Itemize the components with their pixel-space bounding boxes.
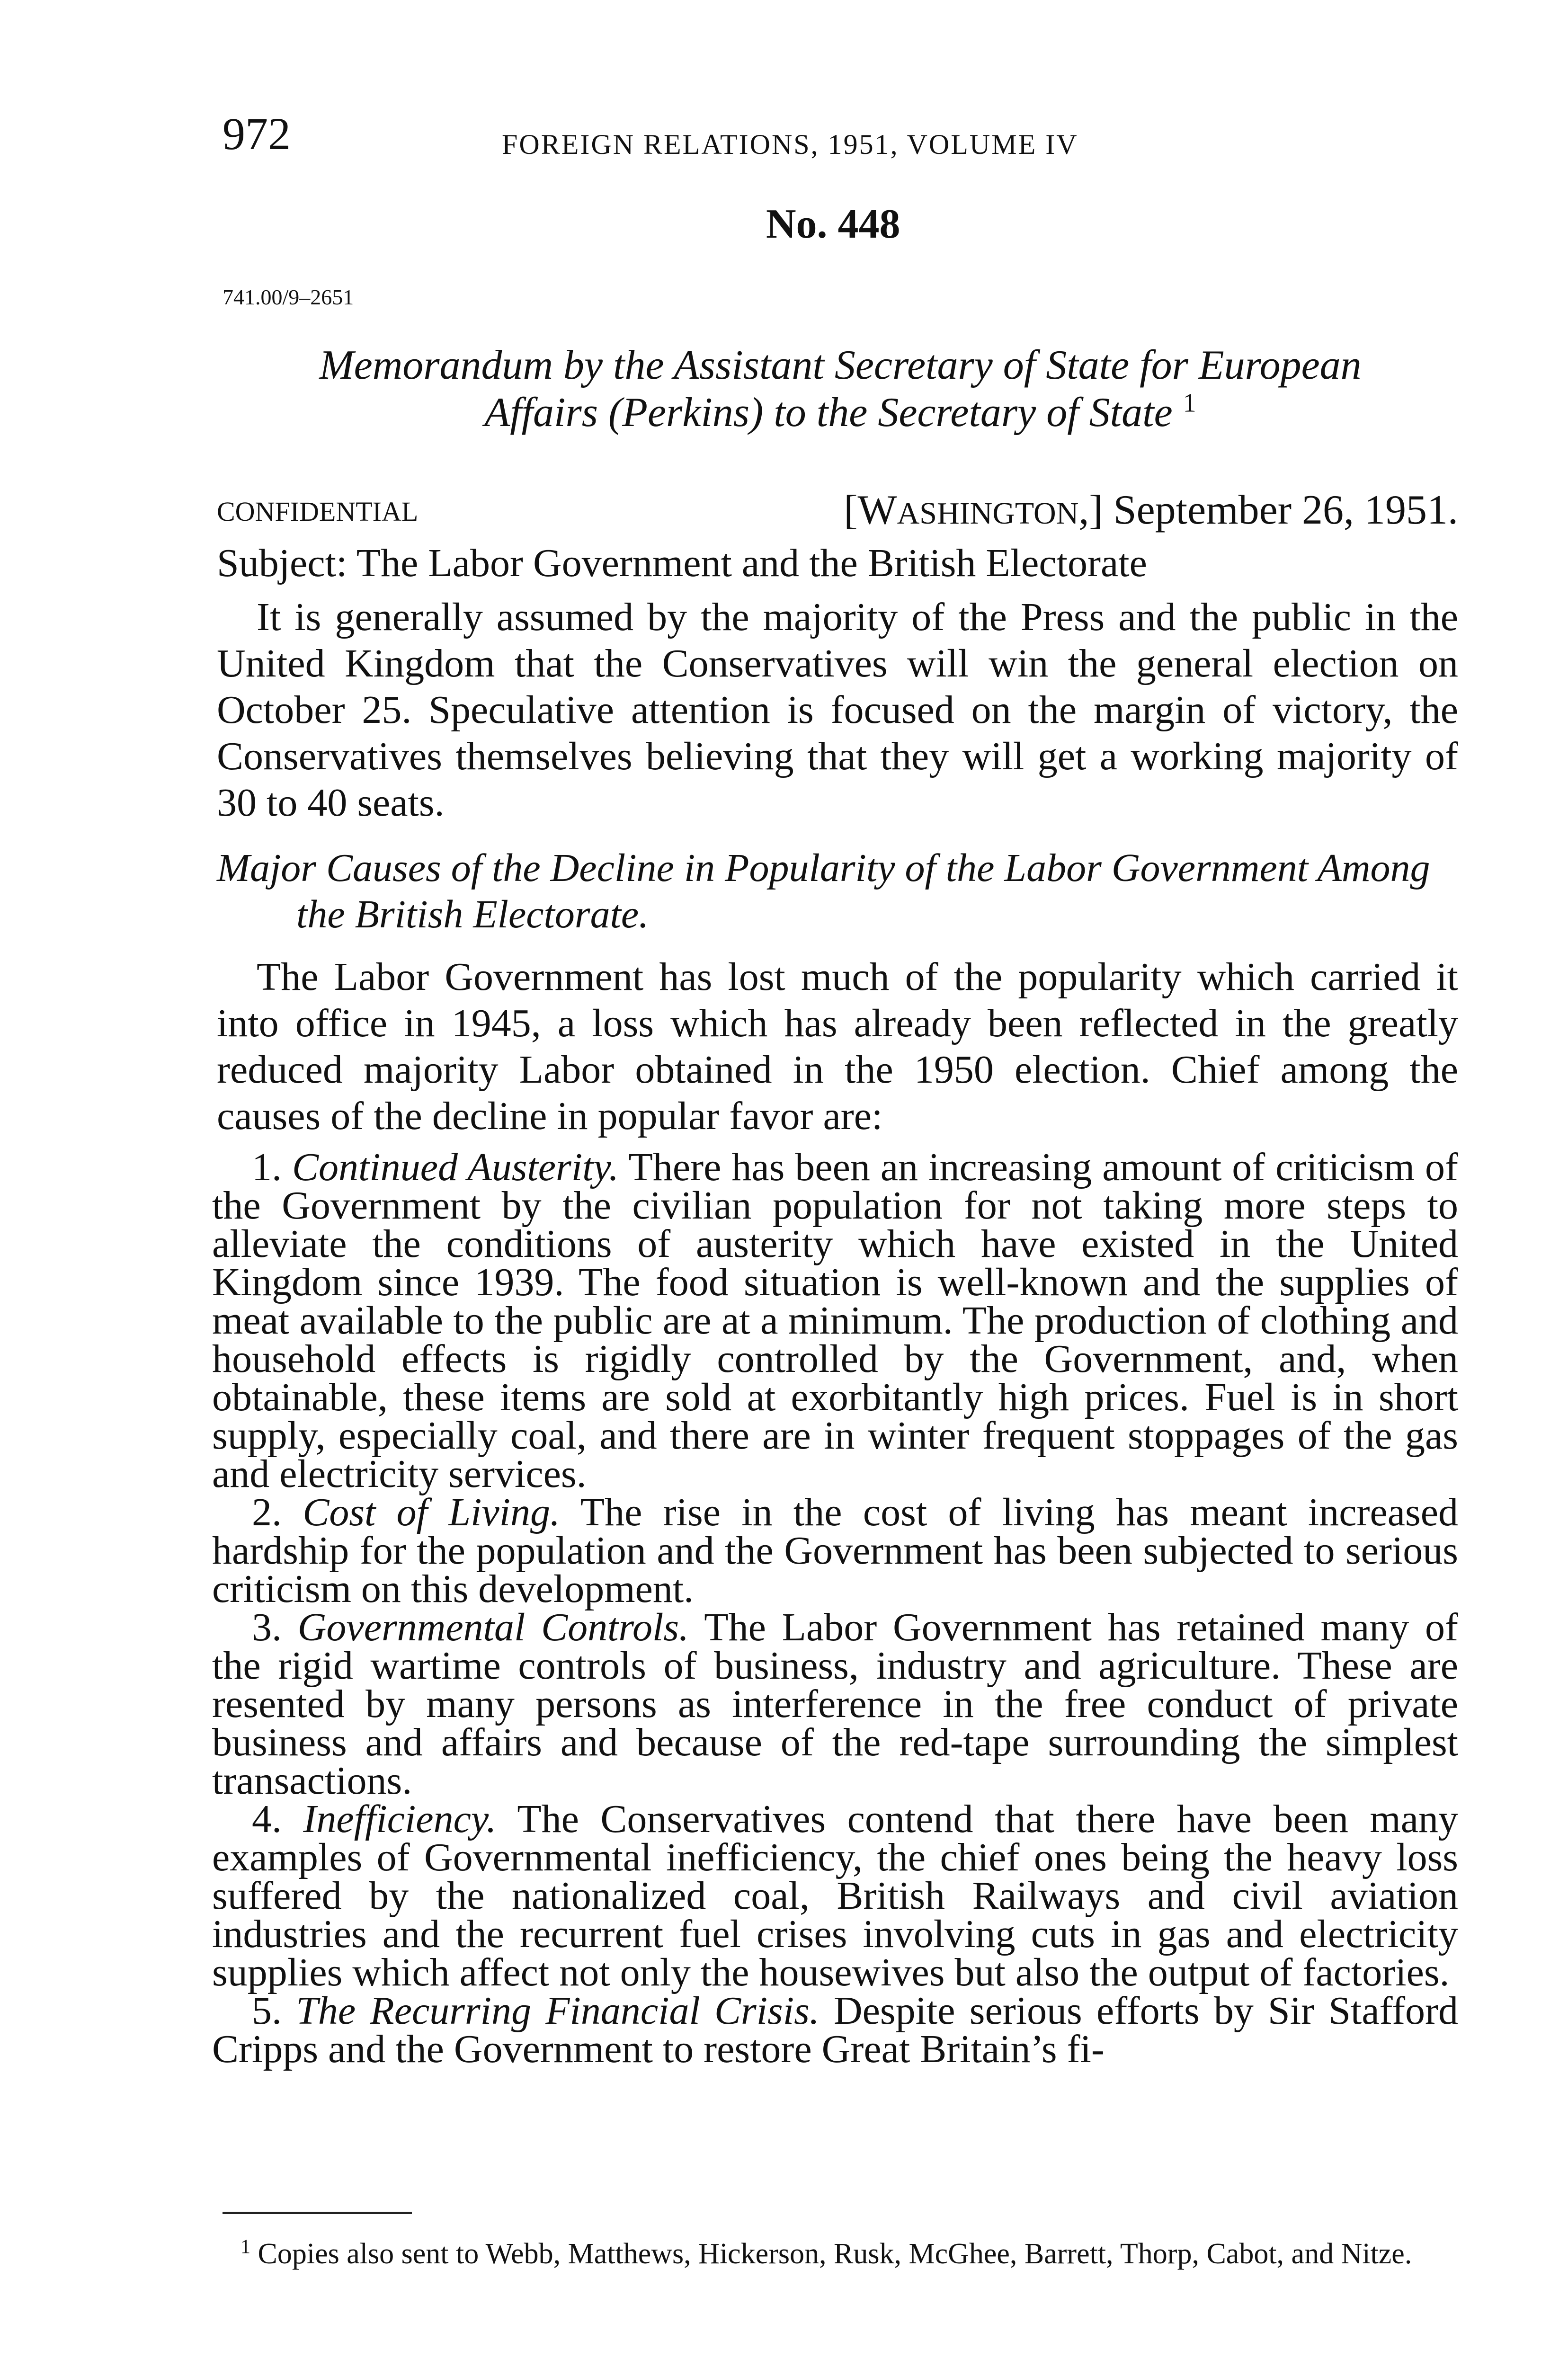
item-text: Despite serious efforts by Sir Stafford Cripps and the Government to restore Great Britain’s fi- xyxy=(212,1989,1459,2071)
item-title: Continued Austerity. xyxy=(292,1145,619,1189)
paragraph-causes: The Labor Government has lost much of the popularity which carried it into office in 1945, a loss which has already been reflected in the greatly reduced majority Labor obtained in the 1950 election. Chief among the causes of the decline in popular favor are: xyxy=(217,955,1458,1138)
memo-title-line1: Memorandum by the Assistant Secretary of State for European xyxy=(319,342,1362,388)
document-number: No. 448 xyxy=(766,201,900,247)
item-number: 1. xyxy=(252,1145,282,1189)
footnote xyxy=(212,2234,1458,2273)
footnote-mark: 1 xyxy=(241,2236,250,2258)
footnote-text: Copies also sent to Webb, Matthews, Hickerson, Rusk, McGhee, Barrett, Thorp, Cabot, and Nitze. xyxy=(258,2238,1412,2270)
item-text: The Labor Government has retained many of the rigid wartime controls of business, industry and agriculture. These are resented by many persons as interference in the free conduct of private business and affairs and because of the red-tape surrounding the simplest transactions. xyxy=(212,1605,1458,1803)
list-item xyxy=(212,1605,1458,1803)
memo-title xyxy=(223,342,1458,436)
page-number: 972 xyxy=(223,108,291,159)
item-number: 4. xyxy=(252,1797,282,1841)
file-reference: 741.00/9–2651 xyxy=(223,285,354,309)
title-footnote-ref: 1 xyxy=(1183,388,1196,418)
dateline-open: [W xyxy=(844,487,897,533)
dateline-place: ASHINGTON xyxy=(897,496,1079,531)
paragraph-intro: It is generally assumed by the majority of the Press and the public in the United Kingdom that the Conservatives will win the general election on October 25. Speculative attention is focused on the margin of victory, the Conservatives themselves believing that they will get a working majority of 30 to 40 seats. xyxy=(217,595,1458,825)
item-number: 3. xyxy=(252,1605,282,1649)
footnote-divider xyxy=(223,2212,412,2214)
section-heading: Major Causes of the Decline in Popularity of the Labor Government Among the British Electorate. xyxy=(217,846,1430,936)
item-title: Governmental Controls. xyxy=(297,1605,689,1649)
dateline-date: ,] September 26, 1951. xyxy=(1078,487,1458,533)
item-text: The Conservatives contend that there have been many examples of Governmental inefficiency, the chief ones being the heavy loss suffered by the nationalized coal, British Railways and civil aviation industries and the recurrent fuel crises involving cuts in gas and electricity supplies which affect not only the housewives but also the output of factories. xyxy=(212,1797,1459,1994)
item-title: The Recurring Financial Crisis. xyxy=(296,1989,820,2033)
item-number: 2. xyxy=(252,1490,282,1534)
subject-line: Subject: The Labor Government and the British Electorate xyxy=(217,541,1147,585)
item-number: 5. xyxy=(252,1989,282,2033)
running-head: FOREIGN RELATIONS, 1951, VOLUME IV xyxy=(502,129,1078,160)
classification-label: CONFIDENTIAL xyxy=(217,496,419,527)
list-item xyxy=(212,1989,1459,2071)
item-text: The rise in the cost of living has meant increased hardship for the population and the Government has been subjected to serious criticism on this development. xyxy=(212,1490,1459,1611)
dateline xyxy=(844,489,1458,531)
item-text: There has been an increasing amount of criticism of the Government by the civilian population for not taking more steps to alleviate the conditions of austerity which have existed in the United Kingdom since 1939. The food situation is well-known and the supplies of meat available to the public are at a minimum. The production of clothing and household effects is rigidly controlled by the Government, and, when obtainable, these items are sold at exorbitantly high prices. Fuel is in short supply, especially coal, and there are in winter frequent stoppages of the gas and electricity services. xyxy=(212,1145,1459,1496)
list-item xyxy=(212,1145,1459,1496)
list-item xyxy=(212,1797,1459,1994)
causes-list xyxy=(212,1145,1459,2071)
item-title: Inefficiency. xyxy=(303,1797,497,1841)
item-title: Cost of Living. xyxy=(303,1490,560,1534)
memo-title-line2: Affairs (Perkins) to the Secretary of State xyxy=(484,390,1173,436)
list-item xyxy=(212,1490,1459,1611)
